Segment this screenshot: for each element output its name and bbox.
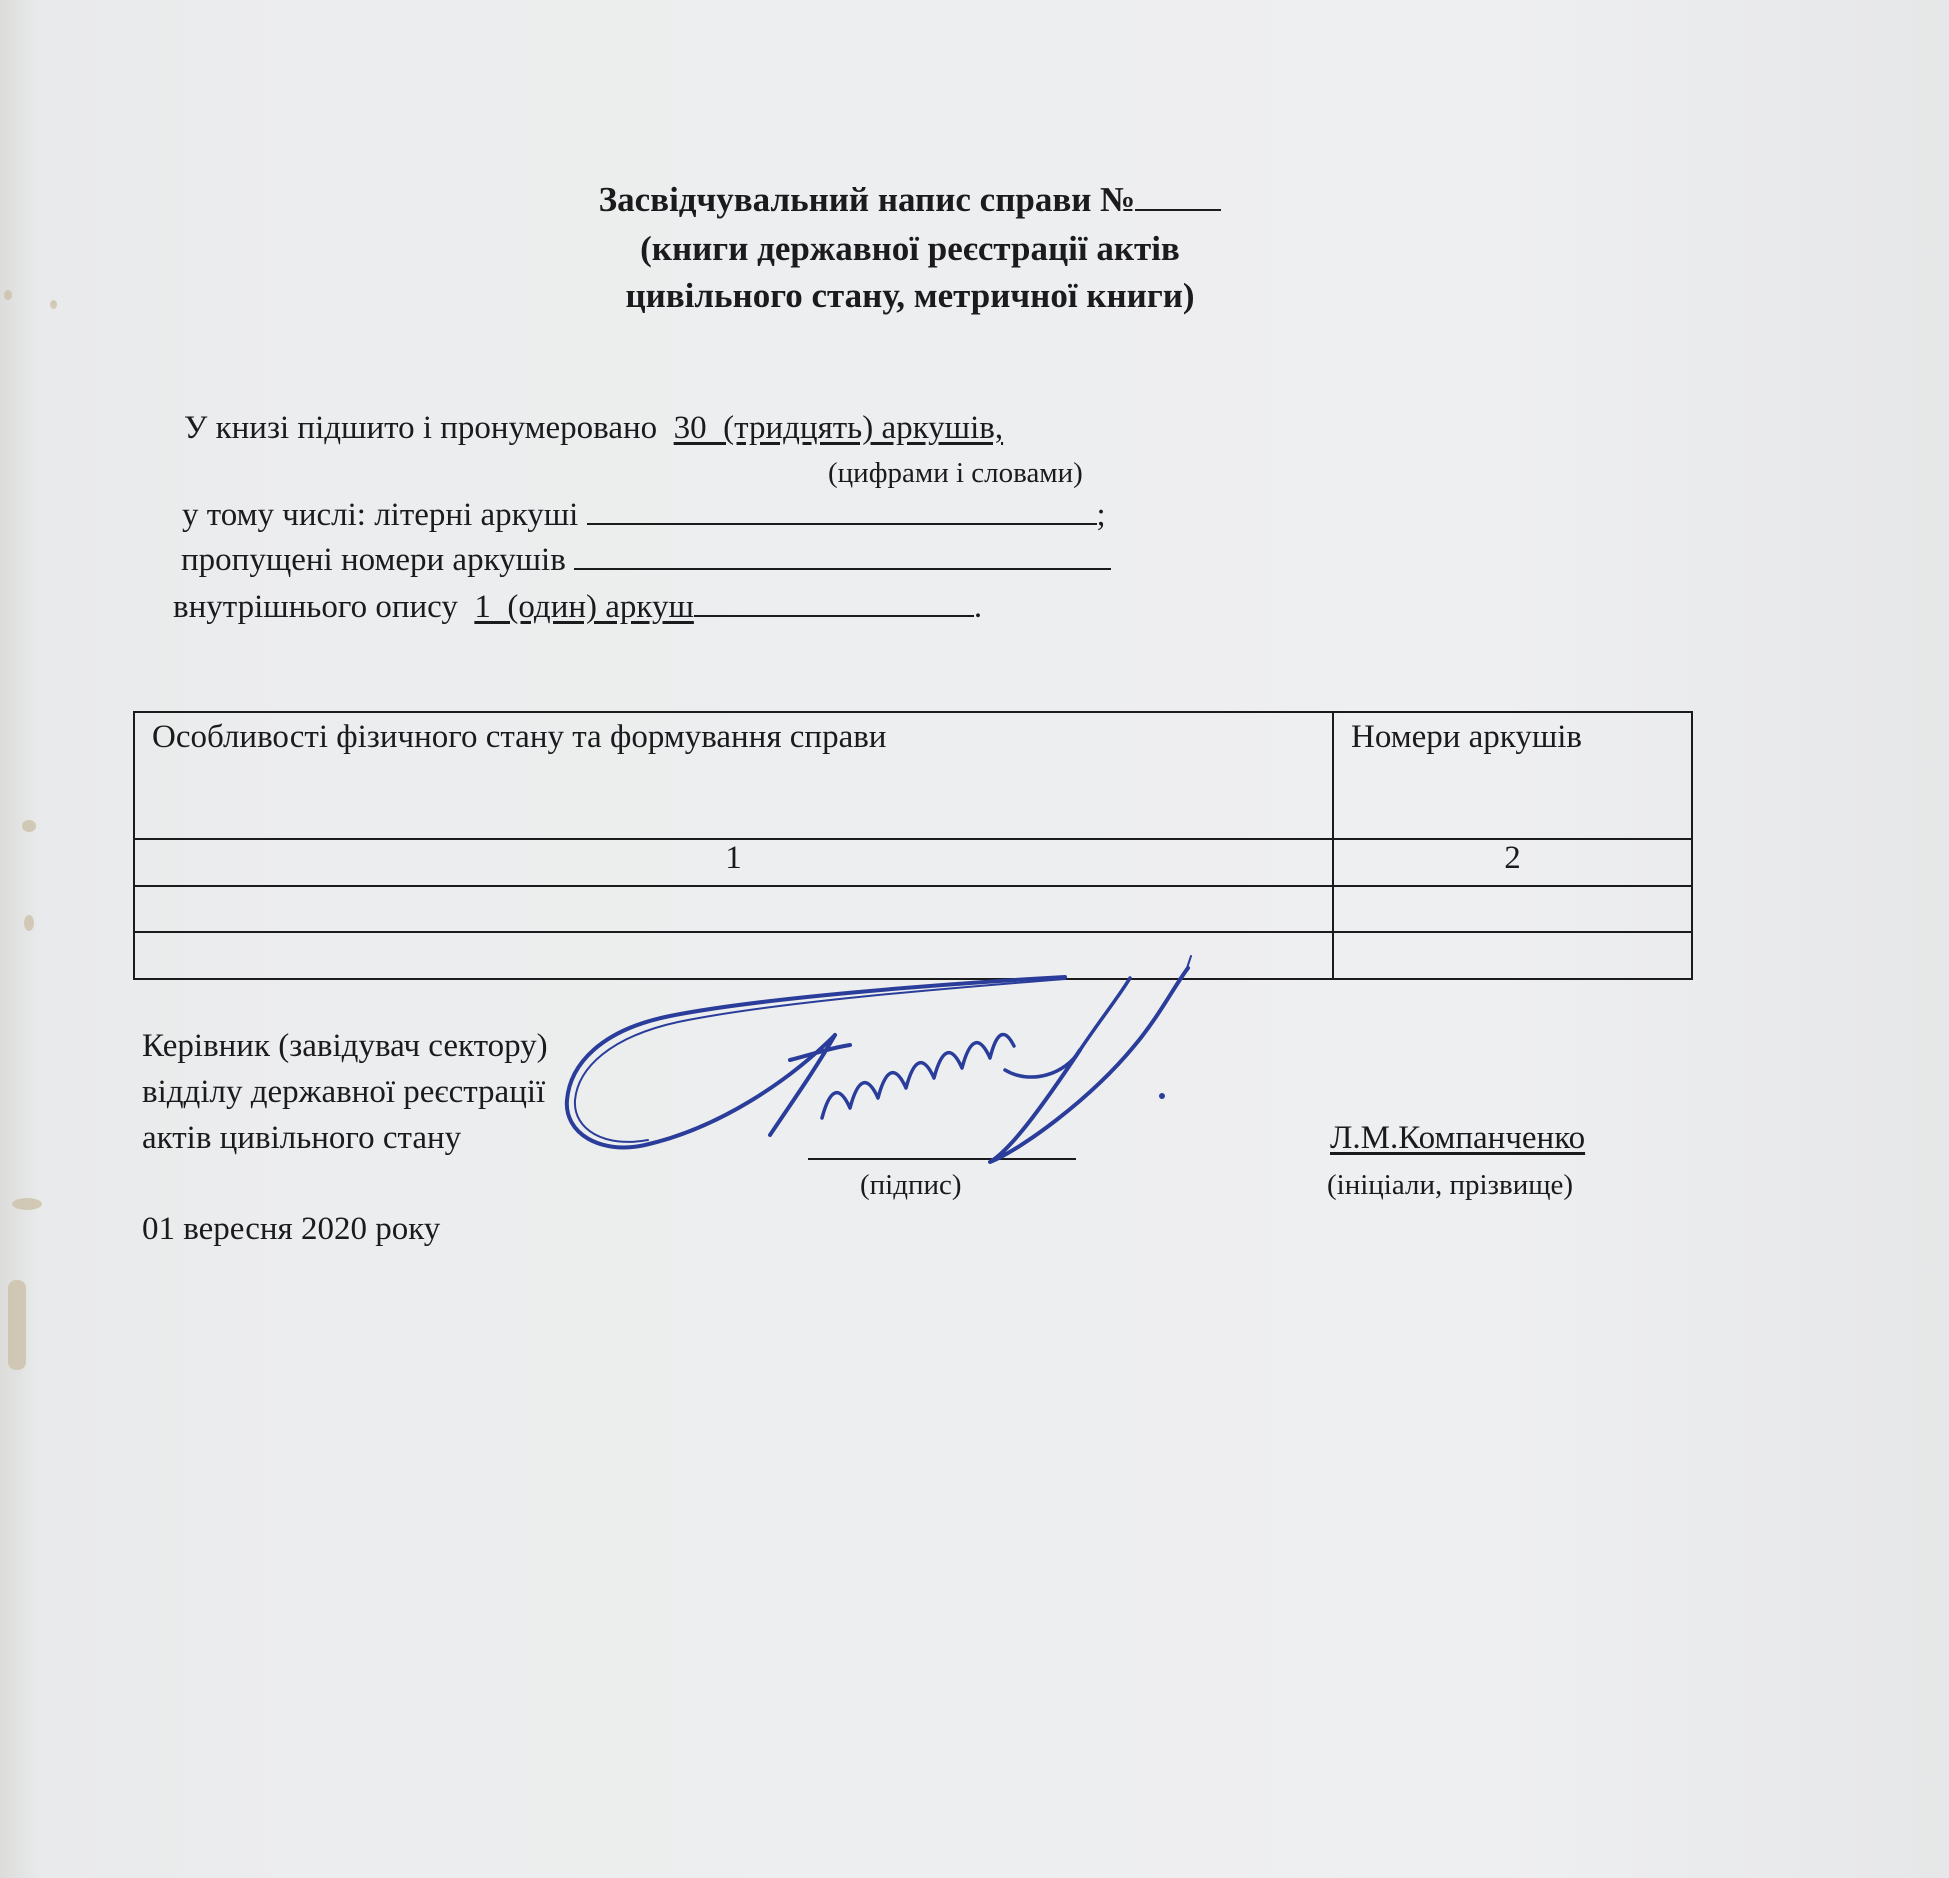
sheets-hint: (цифрами і словами)	[828, 457, 1083, 489]
letter-sheets-end: ;	[1096, 497, 1106, 533]
table-cell	[1333, 886, 1692, 932]
sheets-value: 30 (тридцять) аркушів,	[673, 410, 1004, 446]
missing-numbers-label: пропущені номери аркушів	[181, 542, 566, 578]
sheets-line	[184, 410, 1003, 447]
signatory-name: Л.М.Компанченко	[1330, 1120, 1586, 1156]
missing-numbers-line	[181, 542, 1111, 579]
signatory-position-line: актів цивільного стану	[142, 1120, 462, 1156]
table-number-cell: 1	[134, 839, 1333, 886]
paper-stain	[22, 820, 36, 832]
case-number-blank	[1135, 187, 1221, 211]
table-header-row	[134, 712, 1692, 839]
paper-stain	[12, 1198, 42, 1210]
letter-sheets-value	[587, 499, 1097, 525]
table-cell	[134, 886, 1333, 932]
paper-stain	[8, 1280, 26, 1370]
table-header-cell: Особливості фізичного стану та формування справи	[134, 712, 1333, 839]
internal-inventory-blank	[694, 591, 974, 617]
table-cell	[1333, 932, 1692, 979]
title-line-2: (книги державної реєстрації актів	[640, 229, 1180, 268]
title-line-3: цивільного стану, метричної книги)	[625, 276, 1195, 315]
table-number-cell: 2	[1333, 839, 1692, 886]
sheets-label: У книзі підшито і пронумеровано	[184, 410, 658, 446]
handwritten-signature	[560, 950, 1280, 1190]
internal-inventory-label: внутрішнього опису	[173, 589, 458, 625]
letter-sheets-label: у тому числі: літерні аркуші	[182, 497, 579, 533]
table-number-row	[134, 839, 1692, 886]
internal-inventory-line	[173, 589, 982, 626]
paper-stain	[24, 915, 34, 931]
internal-inventory-end: .	[973, 589, 983, 625]
internal-inventory-value: 1 (один) аркуш	[474, 589, 694, 625]
signatory-position-line: відділу державної реєстрації	[142, 1074, 546, 1110]
title-line-1	[0, 180, 1820, 220]
table-header-cell: Номери аркушів	[1333, 712, 1692, 839]
title-text: Засвідчувальний напис справи №	[598, 180, 1136, 219]
condition-table	[133, 711, 1693, 980]
signature-hint: (підпис)	[860, 1169, 962, 1201]
letter-sheets-line	[182, 497, 1106, 534]
table-row	[134, 886, 1692, 932]
missing-numbers-value	[574, 544, 1111, 570]
document-date: 01 вересня 2020 року	[142, 1211, 441, 1247]
signatory-name-hint: (ініціали, прізвище)	[1327, 1169, 1574, 1201]
signatory-position-line: Керівник (завідувач сектору)	[142, 1028, 548, 1064]
